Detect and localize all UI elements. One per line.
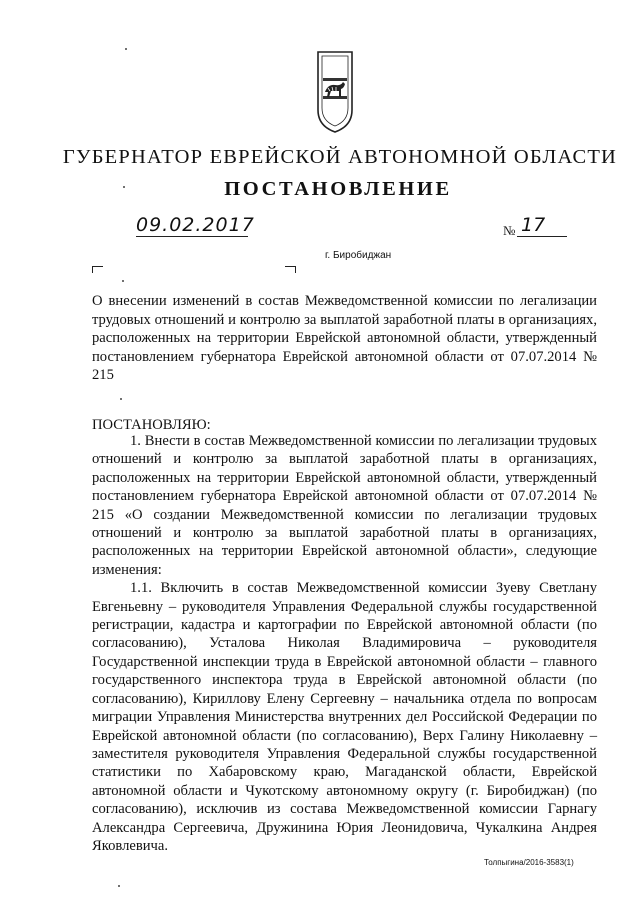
city: г. Биробиджан [325,250,392,261]
scan-dot [120,398,122,400]
document-type: ПОСТАНОВЛЕНИЕ [224,178,452,200]
scan-dot [125,48,127,50]
scan-dot [122,280,124,282]
number-label: № [503,223,516,238]
paragraph-1: 1. Внести в состав Межведомственной комиссии по легализации трудовых отношений и контролю за выплатой заработной платы в организациях, расположенных на территории Еврейской автономной области, утвержденный постановлением губернатора Еврейской автономной области от 07.07.2014 № 215 «О создании Межведомственной комиссии по легализации трудовых отношений и контролю за выплатой заработной платы в организациях, расположенных на территории Еврейской автономной области», следующие изменения: [92,433,597,578]
scan-dot [118,885,120,887]
document-date: 09.02.2017 [136,214,255,236]
coat-of-arms-icon [316,50,354,134]
paragraph-1-1: 1.1. Включить в состав Межведомственной комиссии Зуеву Светлану Евгеньевну – руководителя Управления Федеральной службы государственной регистрации, кадастра и картографии по Еврейской автономной области (по согласованию), Усталова Николая Владимировича – руководителя Государственной инспекции труда в Еврейской автономной области – главного государственного инспектора труда в Еврейской автономной области (по согласованию), Кириллову Елену Сергеевну – начальника отдела по вопросам миграции Управления Министерства внутренних дел Российской Федерации по Еврейской автономной области (по согласованию), Верх Галину Николаевну – заместителя руководителя Управления Федеральной службы государственной статистики по Хабаровскому краю, Магаданской области, Еврейской автономной области и Чукотскому автономному округу (г. Биробиджан) (по согласованию), исключив из состава Межведомственной комиссии Гарнагу Александра Сергеевича, Дружинина Юрия Леонидовича, Чукалкина Андрея Яковлевича. [92,580,597,854]
document-body [92,432,597,855]
document-subject: О внесении изменений в состав Межведомственной комиссии по легализации трудовых отношений и контролю за выплатой заработной платы в организациях, расположенных на территории Еврейской автономной области, утвержденный постановлением губернатора Еврейской автономной области от 07.07.2014 № 215 [92,293,597,383]
issuing-authority: ГУБЕРНАТОР ЕВРЕЙСКОЙ АВТОНОМНОЙ ОБЛАСТИ [62,146,618,168]
bracket-left [92,266,103,273]
document-number: 17 [517,214,567,237]
executor-reference: Толпыгина/2016-3583(1) [484,858,574,867]
scan-dot [123,186,125,188]
bracket-right [285,266,296,273]
decree-word: ПОСТАНОВЛЯЮ: [92,417,211,433]
